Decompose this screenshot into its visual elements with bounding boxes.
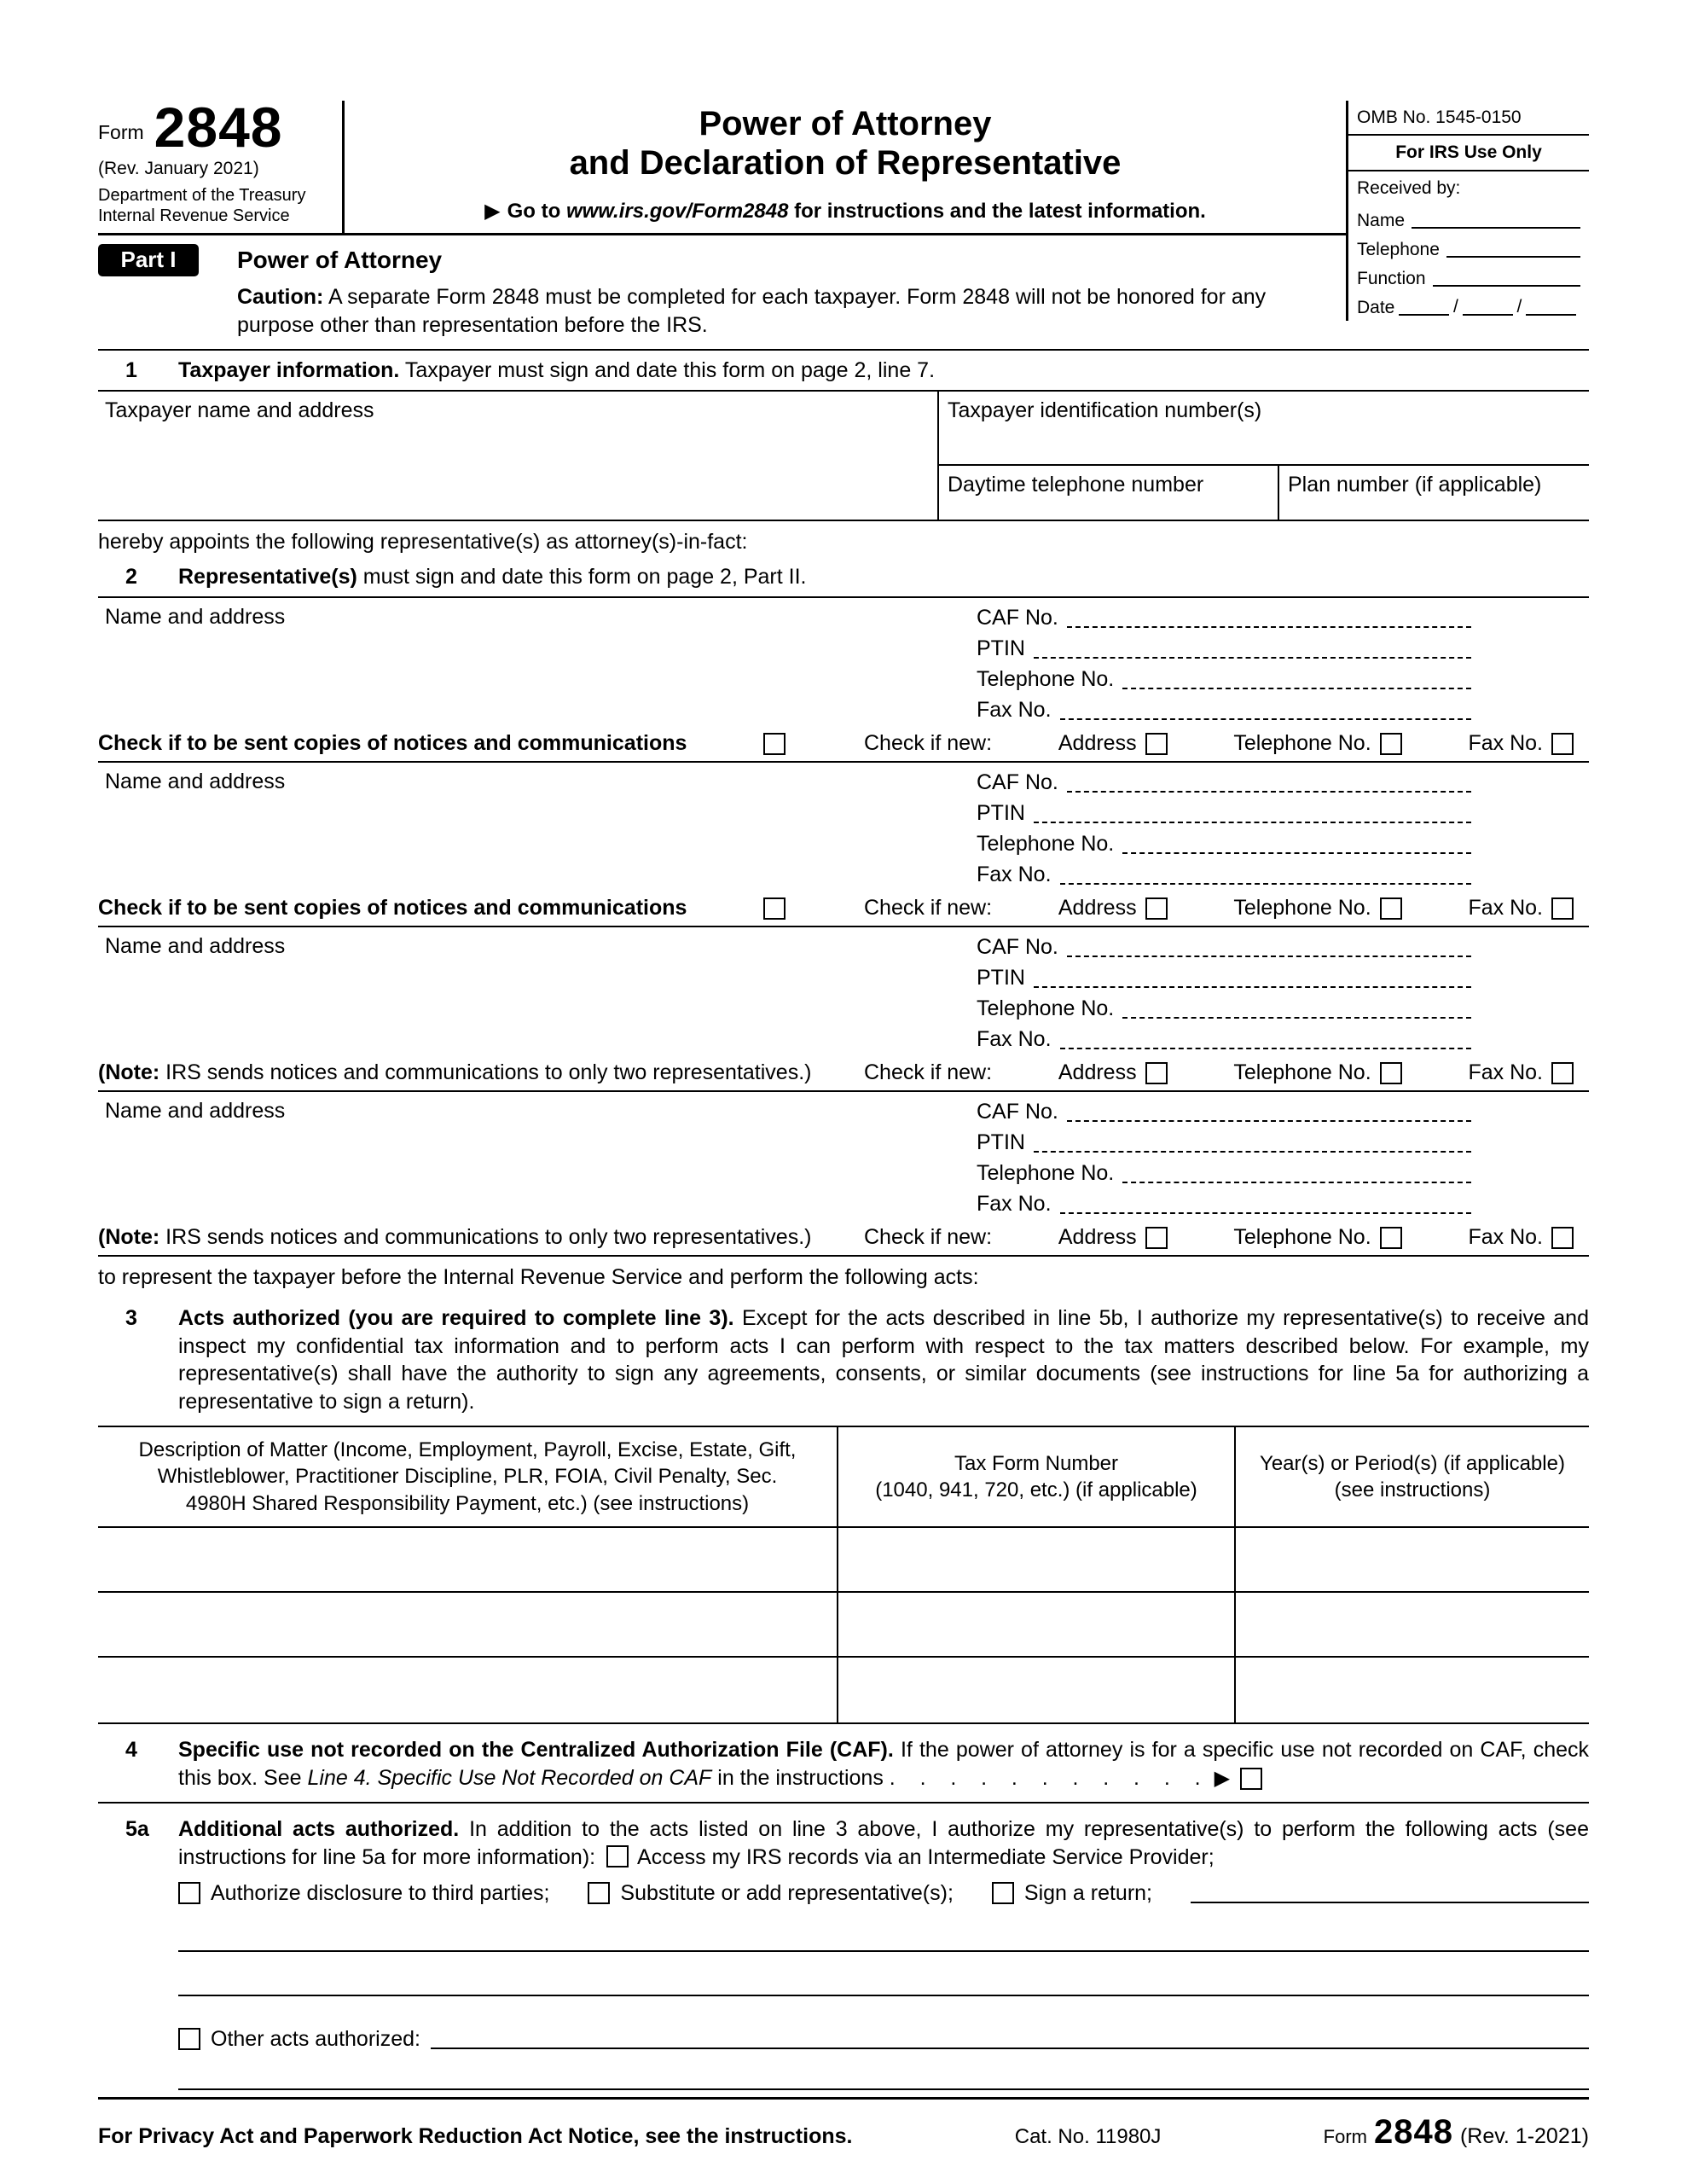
acts-table-header	[98, 1427, 1589, 1528]
received-by-label: Received by:	[1357, 177, 1461, 198]
privacy-act-notice: For Privacy Act and Paperwork Reduction Act Notice, see the instructions.	[98, 2124, 853, 2148]
rep2-copies-checkbox[interactable]	[763, 897, 786, 920]
line2-heading	[98, 557, 1589, 596]
part-1-badge: Part I	[98, 244, 199, 276]
form-id-block	[98, 96, 345, 233]
rep2-new-telephone-checkbox[interactable]	[1380, 897, 1402, 920]
rep-name-address-label: Name and address	[105, 604, 286, 629]
rep1-new-address-checkbox[interactable]	[1145, 733, 1168, 755]
date-slash: /	[1516, 296, 1522, 317]
telephone-no-label: Telephone No.	[977, 1161, 1115, 1186]
rep1-fax-input[interactable]	[1060, 718, 1471, 720]
omb-number: OMB No. 1545-0150	[1348, 101, 1589, 136]
line1-heading-bold: Taxpayer information.	[178, 358, 400, 382]
line5a-intro	[178, 1815, 1589, 1871]
additional-acts-input-line[interactable]	[178, 2053, 1589, 2090]
footer-form-id	[1324, 2110, 1589, 2154]
received-name-label: Name	[1357, 210, 1406, 230]
rep2-telephone-input[interactable]	[1122, 852, 1471, 854]
footer-form-number: 2848	[1374, 2113, 1453, 2151]
agency-label: Internal Revenue Service	[98, 206, 290, 225]
rep3-telephone-input[interactable]	[1122, 1017, 1471, 1019]
rep3-caf-no-input[interactable]	[1067, 956, 1471, 957]
representative-block-1	[98, 596, 1589, 761]
catalog-number: Cat. No. 11980J	[1014, 2125, 1162, 2148]
form-title-line2: and Declaration of Representative	[569, 144, 1122, 182]
acts-table-row	[98, 1658, 1589, 1722]
rep4-new-fax-checkbox[interactable]	[1551, 1227, 1574, 1249]
new-address-label: Address	[1058, 1060, 1137, 1085]
new-telephone-label: Telephone No.	[1233, 1060, 1371, 1085]
rep2-new-address-checkbox[interactable]	[1145, 897, 1168, 920]
to-represent-text: to represent the taxpayer before the Internal Revenue Service and perform the following acts:	[98, 1264, 979, 1289]
authorize-disclosure-checkbox[interactable]	[178, 1882, 200, 1904]
received-name-field[interactable]	[1412, 212, 1580, 229]
form-header	[98, 96, 1346, 235]
caution-label: Caution:	[237, 285, 324, 309]
line4-paragraph	[98, 1736, 1589, 1792]
form-word-label: Form	[98, 120, 144, 143]
page-footer	[98, 2097, 1589, 2154]
authorize-disclosure-label: Authorize disclosure to third parties;	[211, 1881, 550, 1905]
representative-block-2	[98, 761, 1589, 926]
taxpayer-name-address-field[interactable]	[98, 392, 937, 520]
line4-number: 4	[125, 1738, 137, 1762]
line3-paragraph	[98, 1304, 1589, 1415]
sign-return-input[interactable]	[1191, 1883, 1589, 1903]
years-cell[interactable]	[1234, 1528, 1589, 1591]
description-cell[interactable]	[98, 1593, 837, 1656]
rep4-fax-input[interactable]	[1060, 1212, 1471, 1214]
form-revision: (Rev. January 2021)	[98, 158, 259, 178]
line1-number: 1	[125, 358, 137, 382]
tax-form-number-header	[837, 1427, 1234, 1526]
line4-heading-bold: Specific use not recorded on the Centralized Authorization File (CAF).	[178, 1738, 894, 1762]
line2-heading-bold: Representative(s)	[178, 565, 357, 589]
substitute-representative-checkbox[interactable]	[588, 1882, 610, 1904]
received-telephone-field[interactable]	[1446, 241, 1580, 258]
line5a-heading-bold: Additional acts authorized.	[178, 1817, 460, 1841]
rep1-telephone-input[interactable]	[1122, 688, 1471, 689]
sign-return-checkbox[interactable]	[992, 1882, 1014, 1904]
substitute-representative-label: Substitute or add representative(s);	[620, 1881, 954, 1905]
received-function-field[interactable]	[1433, 270, 1580, 287]
new-address-label: Address	[1058, 731, 1137, 756]
ptin-label: PTIN	[977, 1130, 1025, 1155]
other-acts-row	[178, 2025, 1589, 2053]
years-cell[interactable]	[1234, 1593, 1589, 1656]
line4-text-1: If the power of attorney is for a specific use not recorded on CAF, check this box. See	[178, 1738, 1590, 1790]
daytime-phone-label: Daytime telephone number	[948, 472, 1204, 497]
acts-authorized-table	[98, 1426, 1589, 1724]
tax-form-number-header-line2: (1040, 941, 720, etc.) (if applicable)	[875, 1478, 1197, 1502]
check-if-new-label: Check if new:	[864, 731, 993, 756]
received-telephone-label: Telephone	[1357, 239, 1440, 259]
other-acts-input[interactable]	[431, 2029, 1589, 2049]
footer-revision: (Rev. 1-2021)	[1459, 2124, 1589, 2148]
telephone-no-label: Telephone No.	[977, 667, 1115, 692]
years-periods-header	[1234, 1427, 1589, 1526]
years-cell[interactable]	[1234, 1658, 1589, 1722]
new-telephone-label: Telephone No.	[1233, 731, 1371, 756]
description-cell[interactable]	[98, 1658, 837, 1722]
rep2-new-fax-checkbox[interactable]	[1551, 897, 1574, 920]
ptin-label: PTIN	[977, 801, 1025, 826]
telephone-no-label: Telephone No.	[977, 832, 1115, 857]
rep3-ptin-input[interactable]	[1034, 986, 1471, 988]
rep-name-address-label: Name and address	[105, 769, 286, 793]
irs-use-only-label: For IRS Use Only	[1348, 136, 1589, 171]
telephone-no-label: Telephone No.	[977, 996, 1115, 1021]
acts-table-row	[98, 1593, 1589, 1658]
other-acts-label: Other acts authorized:	[211, 2026, 420, 2051]
rep1-copies-checkbox[interactable]	[763, 733, 786, 755]
received-date-field-2[interactable]	[1463, 299, 1513, 316]
rep3-new-address-checkbox[interactable]	[1145, 1062, 1168, 1084]
footer-form-word: Form	[1323, 2126, 1367, 2147]
right-arrow-icon: ▶	[1214, 1766, 1231, 1790]
check-if-new-label: Check if new:	[864, 1060, 993, 1085]
ptin-label: PTIN	[977, 966, 1025, 990]
line3-number: 3	[125, 1306, 137, 1330]
irs-use-only-box	[1346, 101, 1589, 321]
plan-number-label: Plan number (if applicable)	[1288, 472, 1542, 497]
received-date-label: Date	[1357, 297, 1395, 317]
access-irs-records-checkbox[interactable]	[606, 1845, 629, 1867]
rep1-name-address-field[interactable]	[98, 598, 837, 727]
specific-use-checkbox[interactable]	[1240, 1768, 1262, 1790]
fax-no-label: Fax No.	[977, 1192, 1052, 1217]
rep2-name-address-field[interactable]	[98, 763, 837, 892]
other-acts-checkbox[interactable]	[178, 2028, 200, 2050]
rep1-new-fax-checkbox[interactable]	[1551, 733, 1574, 755]
line3-heading-bold: Acts authorized (you are required to complete line 3).	[178, 1306, 734, 1330]
rep2-caf-no-input[interactable]	[1067, 791, 1471, 793]
hereby-appoints-text: hereby appoints the following representative(s) as attorney(s)-in-fact:	[98, 529, 748, 554]
description-cell[interactable]	[98, 1528, 837, 1591]
goto-prefix: Go to	[507, 199, 566, 223]
line4-italic-reference: Line 4. Specific Use Not Recorded on CAF	[307, 1765, 712, 1790]
received-date-field-1[interactable]	[1399, 299, 1449, 316]
line2-number: 2	[125, 565, 137, 589]
rep3-name-address-field[interactable]	[98, 927, 837, 1056]
caution-text	[237, 283, 1333, 339]
goto-instructions-line	[484, 198, 1206, 224]
representatives-section	[98, 596, 1589, 1257]
new-fax-label: Fax No.	[1468, 896, 1543, 921]
form-title-block	[345, 101, 1346, 233]
fax-no-label: Fax No.	[977, 1027, 1052, 1052]
part-1-title: Power of Attorney	[237, 246, 443, 273]
goto-suffix: for instructions and the latest information.	[788, 199, 1206, 223]
tax-form-cell[interactable]	[837, 1593, 1234, 1656]
taxpayer-tin-label: Taxpayer identification number(s)	[948, 398, 1262, 422]
rep1-caf-no-input[interactable]	[1067, 626, 1471, 628]
new-fax-label: Fax No.	[1468, 1225, 1543, 1250]
plan-number-field[interactable]	[1278, 466, 1589, 520]
line5a-paragraph	[98, 1815, 1589, 1908]
received-function-label: Function	[1357, 268, 1426, 288]
new-address-label: Address	[1058, 896, 1137, 921]
line3-heading-text: Except for the acts described in line 5b, I authorize my representative(s) to receive and inspect my confidential tax information and to perform acts I can perform with respect to the tax matters described below. For example, my representative(s) shall have the authority to sign any agreements, consents, or similar documents (see instructions for line 5a for authorizing a representative to sign a return).	[178, 1306, 1589, 1414]
line2-heading-text: must sign and date this form on page 2, Part II.	[357, 565, 807, 589]
new-address-label: Address	[1058, 1225, 1137, 1250]
rep-name-address-label: Name and address	[105, 1098, 286, 1123]
rep3-new-telephone-checkbox[interactable]	[1380, 1062, 1402, 1084]
caf-no-label: CAF No.	[977, 1100, 1058, 1124]
note-text: IRS sends notices and communications to only two representatives.)	[159, 1060, 812, 1085]
form-title-line1: Power of Attorney	[699, 105, 992, 142]
fax-no-label: Fax No.	[977, 863, 1052, 887]
tax-form-cell[interactable]	[837, 1528, 1234, 1591]
caf-no-label: CAF No.	[977, 770, 1058, 795]
tax-form-cell[interactable]	[837, 1658, 1234, 1722]
rep3-fax-input[interactable]	[1060, 1048, 1471, 1049]
rep3-new-fax-checkbox[interactable]	[1551, 1062, 1574, 1084]
check-if-new-label: Check if new:	[864, 896, 993, 921]
line5a-heading-text: In addition to the acts listed on line 3 above, I authorize my representative(s) to perform the following acts (see instructions for line 5a for more information):	[178, 1817, 1589, 1869]
department-label: Department of the Treasury	[98, 185, 306, 205]
dot-leader: . . . . . . . . . . .	[889, 1765, 1203, 1790]
copies-label: Check if to be sent copies of notices and communications	[98, 896, 687, 921]
new-telephone-label: Telephone No.	[1233, 896, 1371, 921]
rep4-new-telephone-checkbox[interactable]	[1380, 1227, 1402, 1249]
rep2-fax-input[interactable]	[1060, 883, 1471, 885]
additional-acts-input-line[interactable]	[178, 1908, 1589, 1952]
new-fax-label: Fax No.	[1468, 731, 1543, 756]
line5a-number: 5a	[125, 1817, 149, 1841]
section-divider	[98, 1802, 1589, 1804]
line1-heading-text: Taxpayer must sign and date this form on page 2, line 7.	[399, 358, 936, 382]
note-label: (Note:	[98, 1225, 160, 1250]
rep4-new-address-checkbox[interactable]	[1145, 1227, 1168, 1249]
form-number: 2848	[154, 96, 283, 159]
line1-heading	[98, 351, 1589, 390]
tax-form-number-header-line1: Tax Form Number	[954, 1451, 1119, 1475]
line4-text-2: in the instructions	[711, 1765, 884, 1790]
caf-no-label: CAF No.	[977, 935, 1058, 960]
note-label: (Note:	[98, 1060, 160, 1085]
caution-body: A separate Form 2848 must be completed for each taxpayer. Form 2848 will not be honored for any purpose other than representation before the IRS.	[237, 285, 1267, 337]
two-reps-note	[98, 1059, 837, 1087]
daytime-phone-field[interactable]	[939, 466, 1278, 520]
sign-return-label: Sign a return;	[1023, 1881, 1152, 1905]
rep1-ptin-input[interactable]	[1034, 657, 1471, 659]
years-periods-header-line2: (see instructions)	[1334, 1478, 1491, 1502]
additional-acts-input-line[interactable]	[178, 1952, 1589, 1996]
rep4-caf-no-input[interactable]	[1067, 1120, 1471, 1122]
date-slash: /	[1453, 296, 1458, 317]
rep-name-address-label: Name and address	[105, 933, 286, 958]
taxpayer-info-box	[98, 390, 1589, 521]
received-date-field-3[interactable]	[1526, 299, 1576, 316]
years-periods-header-line1: Year(s) or Period(s) (if applicable)	[1260, 1451, 1565, 1475]
rep4-name-address-field[interactable]	[98, 1092, 837, 1221]
taxpayer-name-address-label: Taxpayer name and address	[105, 398, 374, 422]
rep2-ptin-input[interactable]	[1034, 822, 1471, 823]
check-if-new-label: Check if new:	[864, 1225, 993, 1250]
new-telephone-label: Telephone No.	[1233, 1225, 1371, 1250]
acts-table-row	[98, 1528, 1589, 1593]
irs-url-link[interactable]: www.irs.gov/Form2848	[565, 199, 789, 223]
two-reps-note	[98, 1223, 837, 1252]
note-text: IRS sends notices and communications to only two representatives.)	[159, 1225, 812, 1250]
rep4-ptin-input[interactable]	[1034, 1151, 1471, 1153]
taxpayer-tin-field[interactable]	[939, 392, 1589, 464]
description-of-matter-header: Description of Matter (Income, Employment, Payroll, Excise, Estate, Gift, Whistleblower, Practitioner Discipline, PLR, FOIA, Civil Penalty, Sec. 4980H Shared Responsibility Payment, etc.) (see instructions)	[138, 1438, 797, 1515]
access-irs-records-label: Access my IRS records via an Intermediate Service Provider;	[637, 1844, 1215, 1869]
rep1-new-telephone-checkbox[interactable]	[1380, 733, 1402, 755]
fax-no-label: Fax No.	[977, 698, 1052, 723]
caf-no-label: CAF No.	[977, 606, 1058, 630]
copies-label: Check if to be sent copies of notices and communications	[98, 731, 687, 756]
rep4-telephone-input[interactable]	[1122, 1182, 1471, 1183]
right-arrow-icon: ▶	[484, 199, 501, 223]
ptin-label: PTIN	[977, 636, 1025, 661]
representative-block-4	[98, 1090, 1589, 1255]
line5a-options-row	[178, 1879, 1589, 1908]
new-fax-label: Fax No.	[1468, 1060, 1543, 1085]
representative-block-3	[98, 926, 1589, 1090]
